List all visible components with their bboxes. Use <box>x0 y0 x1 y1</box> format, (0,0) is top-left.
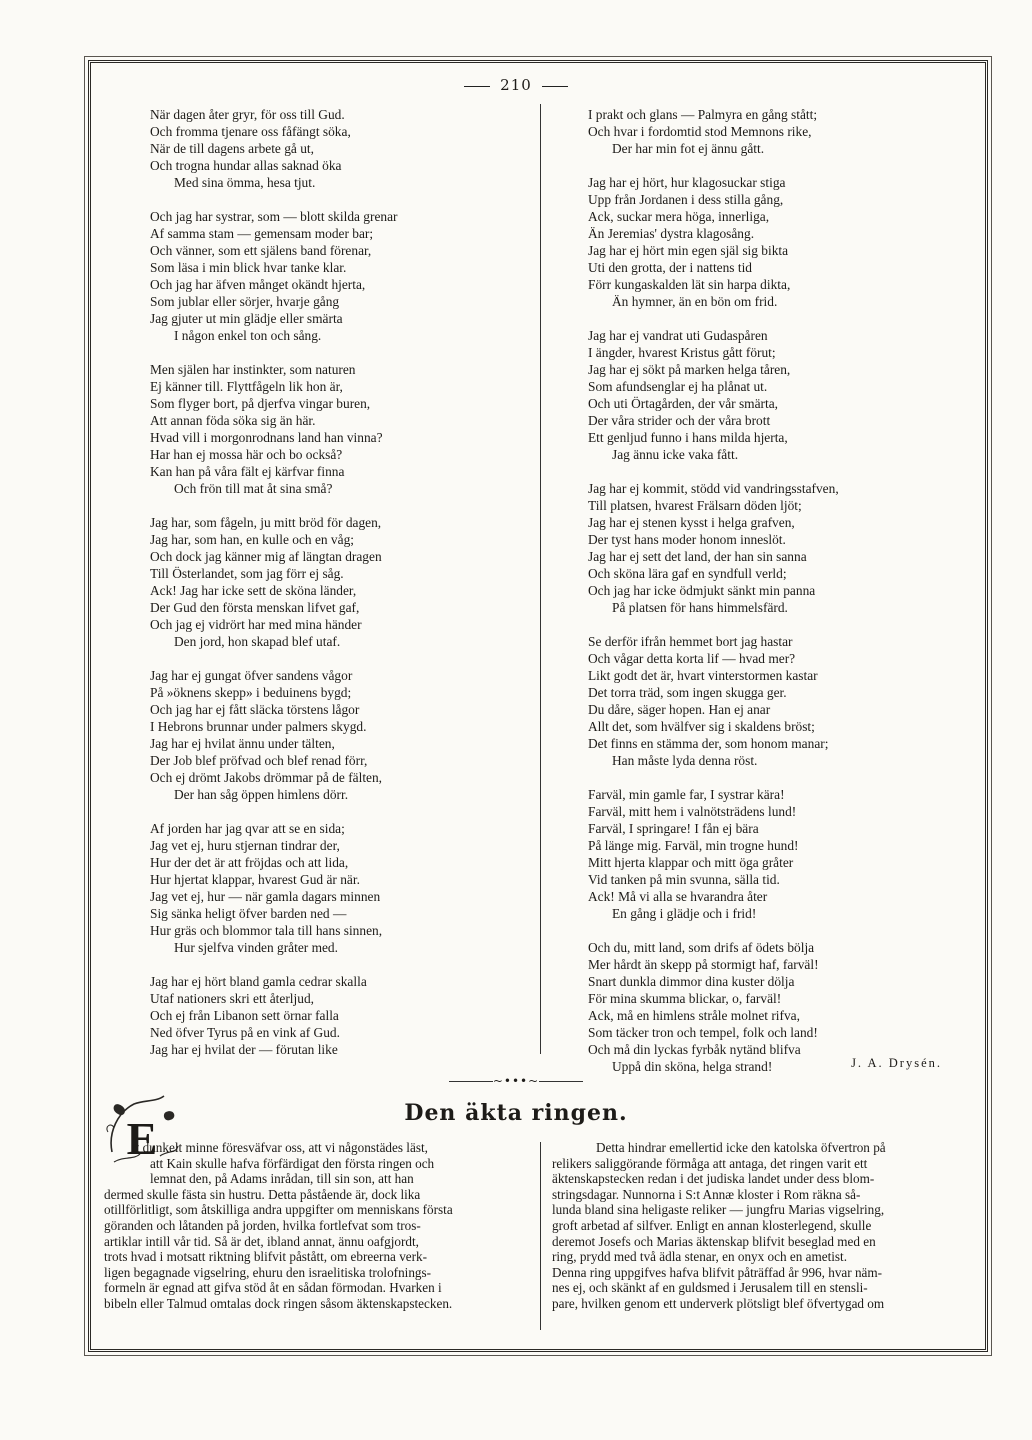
article-line: artiklar intill vår tid. Så är det, ibland annat, ännu oafgjordt, <box>104 1233 419 1249</box>
poem-line: Der han såg öppen himlens dörr. <box>174 787 349 802</box>
poem-line: Ett genljud funno i hans milda hjerta, <box>588 430 788 445</box>
poem-line: Vid tanken på min svunna, sälla tid. <box>588 872 780 887</box>
poem-stanza <box>588 633 948 769</box>
poem-line: Der Gud den första menskan lifvet gaf, <box>150 600 360 615</box>
poem-line: Det torra träd, som ingen skugga ger. <box>588 685 787 700</box>
poem-line: Sig sänka heligt öfver barden ned — <box>150 906 347 921</box>
poem-line: Hur der det är att fröjdas och att lida, <box>150 855 349 870</box>
article-right-column <box>552 1140 972 1312</box>
poem-line: Och må din lyckas fyrbåk nytänd blifva <box>588 1042 801 1057</box>
article-line: nes ej, och skänkt af en guldsmed i Jerusalem till en stensli- <box>552 1280 868 1296</box>
poem-line: Han måste lyda denna röst. <box>612 753 758 768</box>
poem-line: Som flyger bort, på djerfva vingar buren, <box>150 396 371 411</box>
poem-line: Jag har, som han, en kulle och en våg; <box>150 532 354 547</box>
poem-line: I någon enkel ton och sång. <box>174 328 322 343</box>
poem-line: Jag har ej hört, hur klagosuckar stiga <box>588 175 786 190</box>
poem-line: Och jag ej vidrört har med mina händer <box>150 617 362 632</box>
poem-line: Och jag har ej fått släcka törstens lågor <box>150 702 360 717</box>
poem-line: Jag har ej sett det land, der han sin sanna <box>588 549 807 564</box>
poem-line: Ack, må en himlens stråle molnet rifva, <box>588 1008 800 1023</box>
poem-line: Har han ej mossa här och bo också? <box>150 447 343 462</box>
poem-line: Och vågar detta korta lif — hvad mer? <box>588 651 796 666</box>
article-line: göranden och låtanden på jorden, hvilka fortlefvat som tros- <box>104 1217 421 1233</box>
article-line: lunda bland sina heligaste reliker — jungfru Marias vigselring, <box>552 1202 885 1218</box>
poem-line: Jag har ej hvilat ännu under tälten, <box>150 736 335 751</box>
poem-line: Jag gjuter ut min glädje eller smärta <box>150 311 343 326</box>
article-line: formeln är egnad att gifva stöd åt en sådan förmodan. Hvarken i <box>104 1280 442 1296</box>
poem-line: Och jag har äfven månget okändt hjerta, <box>150 277 366 292</box>
poem-line: Som läsa i min blick hvar tanke klar. <box>150 260 347 275</box>
article-line: otillförlitligt, som åtskilliga andra uppgifter om menniskans första <box>104 1202 453 1218</box>
poem-line: Men själen har instinkter, som naturen <box>150 362 356 377</box>
poem-line: Der tyst hans moder honom inneslöt. <box>588 532 786 547</box>
poem-line: Och jag har icke ödmjukt sänkt min panna <box>588 583 816 598</box>
poem-line: Och jag har systrar, som — blott skilda grenar <box>150 209 398 224</box>
poem-line: Kan han på våra fält ej kärfvar finna <box>150 464 345 479</box>
poem-line: Och dock jag känner mig af längtan dragen <box>150 549 382 564</box>
article-line: relikers saliggörande förmåga att antaga, det ringen varit ett <box>552 1155 868 1171</box>
poem-line: Af samma stam — gemensam moder bar; <box>150 226 374 241</box>
dropcap-letter: E <box>126 1113 158 1164</box>
poem-line: Ej känner till. Flyttfågeln lik hon är, <box>150 379 343 394</box>
poem-line: Jag har ej sökt på marken helga tåren, <box>588 362 791 377</box>
article-line: dermed skulle fästa sin hustru. Detta påstående är, dock lika <box>104 1186 421 1202</box>
poem-line: Allt det, som hvälfver sig i skaldens bröst; <box>588 719 815 734</box>
column-divider <box>540 104 541 1054</box>
poem-line: Jag har ej stenen kysst i helga grafven, <box>588 515 795 530</box>
poem-line: Uppå din sköna, helga strand! <box>612 1059 773 1074</box>
poem-line: Mitt hjerta klappar och mitt öga gråter <box>588 855 794 870</box>
poem-line: Med sina ömma, hesa tjut. <box>174 175 316 190</box>
poem-line: För mina skumma blickar, o, farväl! <box>588 991 782 1006</box>
poem-line: Det finns en stämma der, som honom manar; <box>588 736 829 751</box>
poem-line: Och uti Örtagården, der vår smärta, <box>588 396 778 411</box>
poem-line: Att annan föda söka sig än här. <box>150 413 316 428</box>
article-line: Detta hindrar emellertid icke den katolska öfvertron på <box>596 1140 886 1155</box>
poem-line: Utaf nationers skri ett återljud, <box>150 991 314 1006</box>
poem-line: Som täcker tron och tempel, folk och land! <box>588 1025 818 1040</box>
poem-line: Snart dunkla dimmor dina kuster dölja <box>588 974 795 989</box>
article-line: äktenskapstecken redan i det judiska landet under dess blom- <box>552 1171 875 1187</box>
poem-line: Der våra strider och der våra brott <box>588 413 771 428</box>
poem-line: Farväl, mitt hem i valnötsträdens lund! <box>588 804 797 819</box>
poem-line: En gång i glädje och i frid! <box>612 906 757 921</box>
poem-line: Förr kungaskalden lät sin harpa dikta, <box>588 277 791 292</box>
poem-line: Jag har ej hört bland gamla cedrar skalla <box>150 974 367 989</box>
poem-line: Jag har ej vandrat uti Gudaspåren <box>588 328 768 343</box>
poem-line: Jag har ej hört min egen själ sig bikta <box>588 243 789 258</box>
poem-line: Der har min fot ej ännu gått. <box>612 141 765 156</box>
poem-stanza <box>150 820 530 956</box>
poem-stanza <box>150 973 530 1058</box>
article-line: tt dunkelt minne föresväfvar oss, att vi någonstädes läst, <box>132 1140 428 1155</box>
poem-line: Ack, suckar mera höga, innerliga, <box>588 209 770 224</box>
poem-line: Ned öfver Tyrus på en vink af Gud. <box>150 1025 340 1040</box>
poem-line: Ack! Må vi alla se hvarandra åter <box>588 889 768 904</box>
poem-line: Hur hjertat klappar, hvarest Gud är när. <box>150 872 360 887</box>
poem-line: På platsen för hans himmelsfärd. <box>612 600 788 615</box>
article-line: trots hvad i motsatt riktning blifvit påstått, om ebreerna verk- <box>104 1249 428 1265</box>
poem-line: Och fromma tjenare oss fåfängt söka, <box>150 124 351 139</box>
poem-stanza <box>150 106 530 191</box>
article-line: groft arbetad af silfver. Enligt en annan klosterlegend, skulle <box>552 1217 872 1233</box>
article-column-divider <box>540 1142 541 1330</box>
poem-line: Och hvar i fordomtid stod Memnons rike, <box>588 124 812 139</box>
poem-line: På länge mig. Farväl, min trogne hund! <box>588 838 799 853</box>
poem-line: Af jorden har jag qvar att se en sida; <box>150 821 345 836</box>
poem-line: Den jord, hon skapad blef utaf. <box>174 634 341 649</box>
poem-line: Än Jeremias' dystra klagosång. <box>588 226 755 241</box>
poem-line: Och du, mitt land, som drifs af ödets bölja <box>588 940 815 955</box>
article-line: att Kain skulle hafva förfärdigat den första ringen och <box>150 1155 435 1171</box>
poem-left-column <box>150 106 530 1075</box>
poem-line: Jag har, som fågeln, ju mitt bröd för dagen, <box>150 515 382 530</box>
article-line: lemnat den, på Adams inrådan, till sin son, att han <box>150 1171 414 1187</box>
poem-right-column <box>588 106 948 1092</box>
poem-line: Upp från Jordanen i dess stilla gång, <box>588 192 784 207</box>
ornament-glyphs: ~•••~ <box>492 1074 540 1088</box>
poem-line: Likt godt det är, hvart vinterstormen kastar <box>588 668 818 683</box>
poem-line: Hvad vill i morgonrodnans land han vinna? <box>150 430 383 445</box>
poem-line: Se derför ifrån hemmet bort jag hastar <box>588 634 793 649</box>
poem-line: Uti den grotta, der i nattens tid <box>588 260 752 275</box>
poem-line: Jag vet ej, huru stjernan tindrar der, <box>150 838 340 853</box>
poem-line: Och vänner, som ett själens band förenar, <box>150 243 372 258</box>
poem-line: Farväl, min gamle far, I systrar kära! <box>588 787 785 802</box>
poem-line: Jag har ej gungat öfver sandens vågor <box>150 668 353 683</box>
poem-line: På »öknens skepp» i beduinens bygd; <box>150 685 352 700</box>
poem-stanza <box>150 667 530 803</box>
poem-stanza <box>150 208 530 344</box>
page-number-text: 210 <box>500 76 532 94</box>
poem-line: När dagen åter gryr, för oss till Gud. <box>150 107 345 122</box>
poem-stanza <box>588 939 948 1075</box>
page-number <box>0 76 1032 94</box>
article-line: Denna ring uppgifves hafva blifvit påträffad år 996, hvar näm- <box>552 1264 883 1280</box>
section-ornament <box>0 1074 1032 1088</box>
poem-line: Och frön till mat åt sina små? <box>174 481 333 496</box>
poem-stanza <box>588 480 948 616</box>
poem-line: Som jublar eller sörjer, hvarje gång <box>150 294 340 309</box>
poem-stanza <box>588 786 948 922</box>
poem-line: Mer hårdt än skepp på stormigt haf, farväl! <box>588 957 819 972</box>
poem-line: I prakt och glans — Palmyra en gång stått; <box>588 107 818 122</box>
poem-line: Hur gräs och blommor tala till hans sinnen, <box>150 923 383 938</box>
poem-line: Der Job blef pröfvad och blef renad förr, <box>150 753 368 768</box>
poem-stanza <box>150 514 530 650</box>
poem-line: I Hebrons brunnar under palmers skygd. <box>150 719 367 734</box>
poem-line: När de till dagens arbete gå ut, <box>150 141 314 156</box>
article-line: ligen begagnade vigselring, ehuru den israelitiska trolofnings- <box>104 1264 432 1280</box>
poem-line: Och trogna hundar allas saknad öka <box>150 158 342 173</box>
poem-stanza <box>150 361 530 497</box>
article-left-column <box>104 1140 530 1312</box>
poem-line: Som afundsenglar ej ha plånat ut. <box>588 379 768 394</box>
article-title: Den äkta ringen. <box>404 1100 628 1126</box>
poem-line: Hur sjelfva vinden gråter med. <box>174 940 338 955</box>
article-line: pare, hvilken genom ett underverk plötsligt blef öfvertygad om <box>552 1295 885 1311</box>
poem-signature: J. A. Drysén. <box>851 1056 942 1070</box>
poem-stanza <box>588 106 948 157</box>
article-line: deremot Josefs och Marias äktenskap blifvit beseglad med en <box>552 1233 876 1249</box>
poem-line: Jag vet ej, hur — när gamla dagars minnen <box>150 889 381 904</box>
poem-line: Du dåre, säger hopen. Han ej anar <box>588 702 771 717</box>
poem-stanza <box>588 327 948 463</box>
poem-line: Jag ännu icke vaka fått. <box>612 447 739 462</box>
article-line: bibeln eller Talmud omtalas dock ringen såsom äktenskapstecken. <box>104 1295 453 1311</box>
poem-line: Farväl, I springare! I fån ej bära <box>588 821 759 836</box>
poem-line: Till platsen, hvarest Frälsarn döden ljöt; <box>588 498 802 513</box>
article-line: stringsdagar. Nunnorna i S:t Annæ kloster i Rom räkna så- <box>552 1186 861 1202</box>
poem-line: Och ej från Libanon sett örnar falla <box>150 1008 339 1023</box>
poem-line: Och sköna lära gaf en syndfull verld; <box>588 566 787 581</box>
poem-stanza <box>588 174 948 310</box>
poem-line: Jag har ej kommit, stödd vid vandringsstafven, <box>588 481 839 496</box>
poem-line: Ack! Jag har icke sett de sköna länder, <box>150 583 357 598</box>
article-line: ring, prydd med två ädla stenar, en onyx och en ametist. <box>552 1249 848 1265</box>
poem-line: Till Österlandet, som jag förr ej såg. <box>150 566 344 581</box>
poem-line: I ängder, hvarest Kristus gått förut; <box>588 345 776 360</box>
poem-line: Än hymner, än en bön om frid. <box>612 294 778 309</box>
poem-line: Jag har ej hvilat der — förutan like <box>150 1042 338 1057</box>
poem-line: Och ej drömt Jakobs drömmar på de fälten, <box>150 770 383 785</box>
